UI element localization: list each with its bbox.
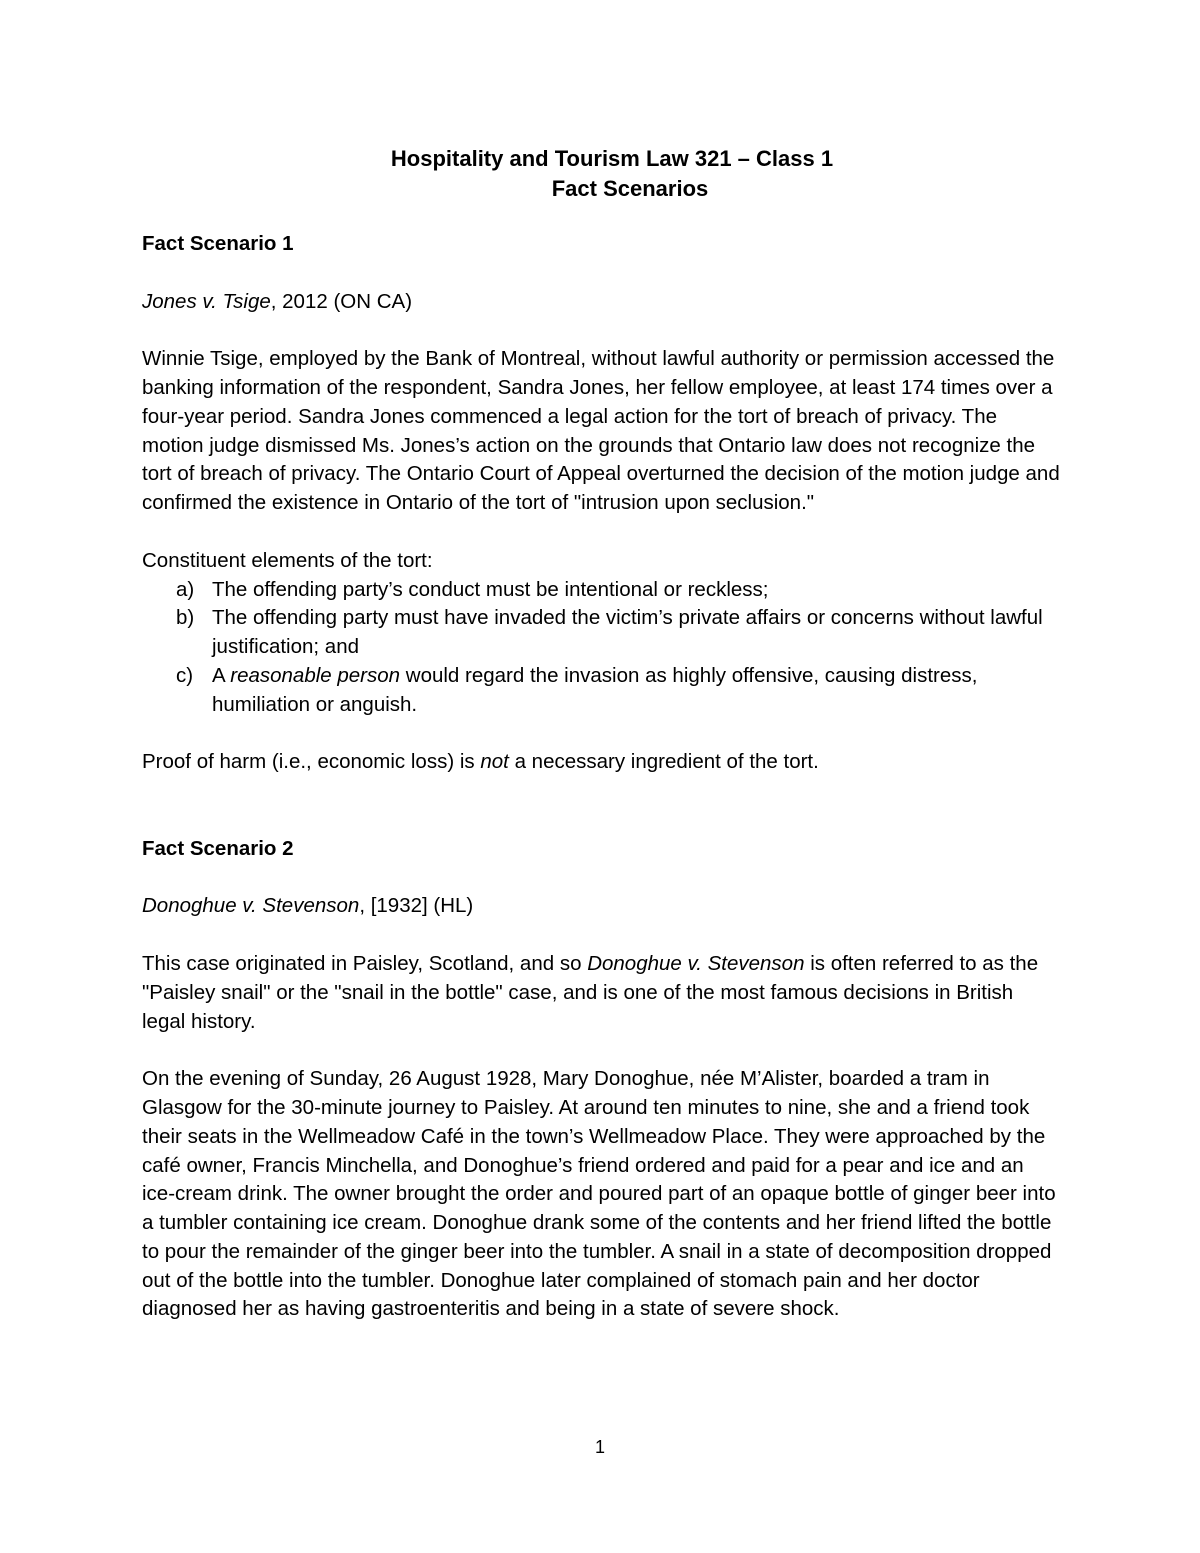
case-name: Jones v. Tsige — [142, 289, 271, 313]
italic-term: Donoghue v. Stevenson — [587, 951, 805, 975]
case-name: Donoghue v. Stevenson — [142, 894, 360, 918]
citation-detail: , [1932] (HL) — [359, 894, 474, 918]
elements-intro: Constituent elements of the tort: — [142, 548, 433, 572]
fact-scenario-2 — [142, 835, 1062, 1325]
case-facts: Winnie Tsige, employed by the Bank of Montreal, without lawful authority or permission accessed the banking information of the respondent, Sandra Jones, her fellow employee, at least 174 times over a four-year period. Sandra Jones commenced a legal action for the tort of breach of privacy. The motion judge dismissed Ms. Jones’s action on the grounds that Ontario law does not recognize the tort of breach of privacy. The Ontario Court of Appeal overturned the decision of the motion judge and confirmed the existence in Ontario of the tort of "intrusion upon seclusion." — [142, 347, 1060, 515]
case-citation — [142, 288, 1062, 317]
text-run: would regard the invasion as highly offensive, causing distress, humiliation or anguish. — [212, 663, 978, 716]
document-body — [142, 144, 1062, 1324]
scenario-heading: Fact Scenario 1 — [142, 232, 294, 255]
list-item-text: The offending party must have invaded the victim’s private affairs or concerns without lawful justification; and — [212, 606, 1043, 659]
scenario-heading: Fact Scenario 2 — [142, 836, 294, 860]
text-run: a necessary ingredient of the tort. — [508, 750, 819, 774]
italic-term: not — [480, 750, 509, 774]
list-item-text — [212, 664, 977, 716]
case-facts: On the evening of Sunday, 26 August 1928, Mary Donoghue, née M’Alister, boarded a tram in Glasgow for the 30-minute journey to Paisley. At around ten minutes to nine, she and a friend took their seats in the Wellmeadow Café in the town’s Wellmeadow Place. They were approached by the café owner, Francis Minchella, and Donoghue’s friend ordered and paid for a pear and ice and an ice-cream drink. The owner brought the order and poured part of an opaque bottle of ginger beer into a tumbler containing ice cream. Donoghue drank some of the contents and her friend lifted the bottle to pour the remainder of the ginger beer into the tumbler. A snail in a state of decomposition dropped out of the bottle into the tumbler. Donoghue later complained of stomach pain and her doctor diagnosed her as having gastroenteritis and being in a state of severe shock. — [142, 1067, 1056, 1321]
list-item — [142, 662, 1062, 720]
page-number: 1 — [594, 1437, 605, 1457]
harm-note — [142, 748, 1062, 777]
fact-scenario-1 — [142, 230, 1062, 777]
text-run: Proof of harm (i.e., economic loss) is — [142, 750, 481, 774]
list-item — [142, 576, 1062, 605]
text-run: This case originated in Paisley, Scotland, and so — [142, 951, 588, 975]
list-item — [142, 604, 1062, 662]
list-marker: b) — [176, 606, 195, 630]
case-citation — [142, 892, 1062, 921]
list-marker: a) — [176, 577, 195, 601]
text-run: A — [212, 663, 231, 687]
document-title: Hospitality and Tourism Law 321 – Class 1 — [390, 146, 834, 171]
text-run: is often referred to as the "Paisley snail" or the "snail in the bottle" case, and is one of the most famous decisions in British legal history. — [142, 951, 1039, 1033]
citation-detail: , 2012 (ON CA) — [270, 289, 413, 313]
list-marker: c) — [176, 663, 194, 687]
italic-term: reasonable person — [230, 663, 401, 687]
list-item-text: The offending party’s conduct must be intentional or reckless; — [212, 577, 769, 601]
case-intro — [142, 950, 1062, 1036]
elements-list — [142, 576, 1062, 720]
document-subtitle: Fact Scenarios — [551, 176, 709, 201]
